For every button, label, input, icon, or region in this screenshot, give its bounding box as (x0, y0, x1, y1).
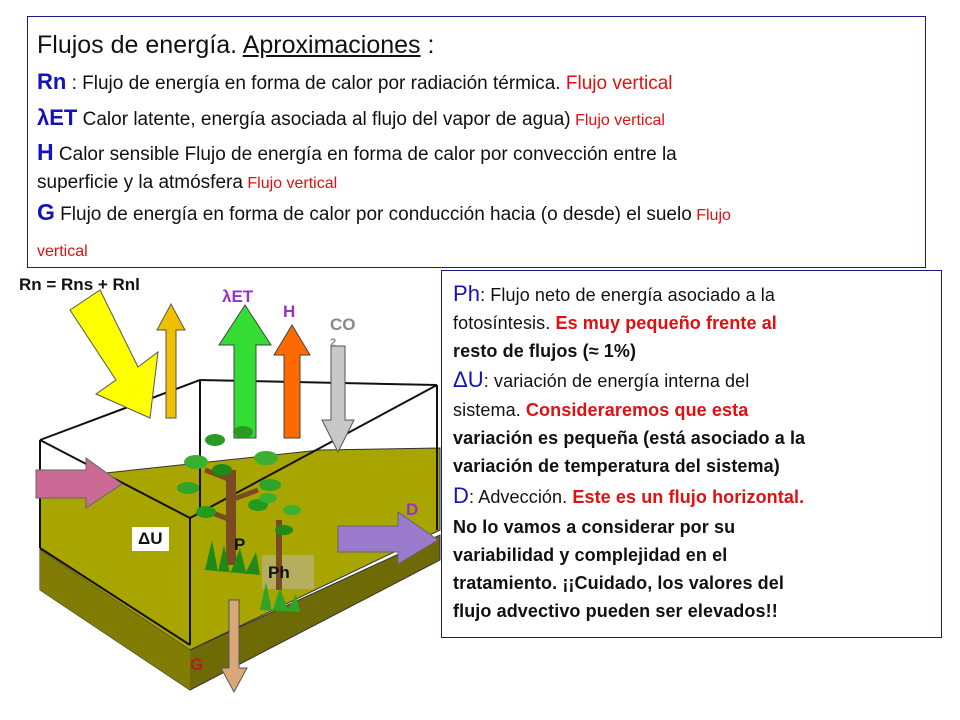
du-line-1 (453, 367, 749, 393)
ph-symbol: Ph (453, 281, 481, 306)
du-text-2b: Consideraremos que esta (520, 400, 749, 420)
du-line-4: variación de temperatura del sistema) (453, 456, 780, 476)
h-definition-cont (37, 172, 337, 194)
g-direction: Flujo (691, 207, 731, 224)
g-definition (37, 199, 731, 226)
ph-text-1: : Flujo neto de energía asociado a la (480, 285, 776, 305)
h-label: H (283, 302, 296, 321)
let-label: λET (222, 287, 254, 306)
rn-symbol: Rn (37, 69, 67, 94)
h-symbol: H (37, 139, 54, 165)
definitions-box (27, 16, 926, 268)
explanation-box (441, 270, 942, 638)
co2-label-subscript: 2 (330, 337, 337, 349)
slide-title (37, 31, 434, 60)
d-line-3: variabilidad y complejidad en el (453, 545, 728, 565)
d-label: D (406, 500, 419, 519)
d-line-4: tratamiento. ¡¡Cuidado, los valores del (453, 573, 784, 593)
let-direction: Flujo vertical (570, 112, 665, 129)
d-line-5: flujo advectivo pueden ser elevados!! (453, 601, 778, 621)
du-text-2a: sistema. (453, 400, 521, 420)
ph-line-3: resto de flujos (≈ 1%) (453, 341, 637, 361)
rn-definition (37, 69, 673, 95)
p-label: P (234, 535, 246, 554)
title-main: Flujos de energía. (37, 31, 238, 59)
title-underlined: Aproximaciones (242, 31, 421, 59)
let-text: Calor latente, energía asociada al flujo del vapor de agua) (77, 109, 571, 130)
h-text: Calor sensible Flujo de energía en forma de calor por convección entre la (53, 144, 677, 165)
g-symbol: G (37, 199, 55, 225)
d-symbol: D (453, 483, 469, 508)
co2-arrow (322, 346, 354, 452)
ph-text-2b: Es muy pequeño frente al (550, 313, 777, 333)
g-direction-2: vertical (37, 243, 88, 260)
h-definition (37, 139, 677, 166)
rn-text: : Flujo de energía en forma de calor por radiación térmica. (66, 73, 561, 94)
rn-incoming-arrow (70, 290, 158, 418)
d-line-2: No lo vamos a considerar por su (453, 517, 736, 537)
rn-outgoing-arrow (157, 304, 185, 418)
du-label: ΔU (132, 527, 169, 551)
h-direction: Flujo vertical (242, 175, 338, 192)
d-text-1a: : Advección. (469, 487, 568, 507)
du-text-1: : variación de energía interna del (483, 371, 750, 391)
let-definition (37, 105, 665, 131)
g-label: G (190, 655, 204, 674)
ph-line-2 (453, 313, 777, 334)
co2-label (330, 315, 356, 355)
du-line-3: variación es pequeña (está asociado a la (453, 428, 806, 448)
du-line-2 (453, 400, 748, 421)
ph-label: Ph (268, 563, 290, 582)
ph-text-2a: fotosíntesis. (453, 313, 551, 333)
d-text-1b: Este es un flujo horizontal. (567, 487, 805, 507)
rn-equation-label: Rn = Rns + Rnl (19, 275, 140, 294)
d-line-1 (453, 483, 804, 509)
co2-label-text: CO (330, 315, 356, 334)
title-colon: : (420, 31, 435, 59)
g-text: Flujo de energía en forma de calor por conducción hacia (o desde) el suelo (54, 204, 692, 225)
let-arrow (219, 305, 271, 438)
du-symbol: ΔU (453, 367, 484, 392)
ph-line-1 (453, 281, 775, 307)
h-text-2: superficie y la atmósfera (37, 172, 243, 193)
let-symbol: λET (37, 105, 78, 130)
g-definition-cont (37, 243, 88, 261)
rn-direction: Flujo vertical (560, 73, 673, 94)
